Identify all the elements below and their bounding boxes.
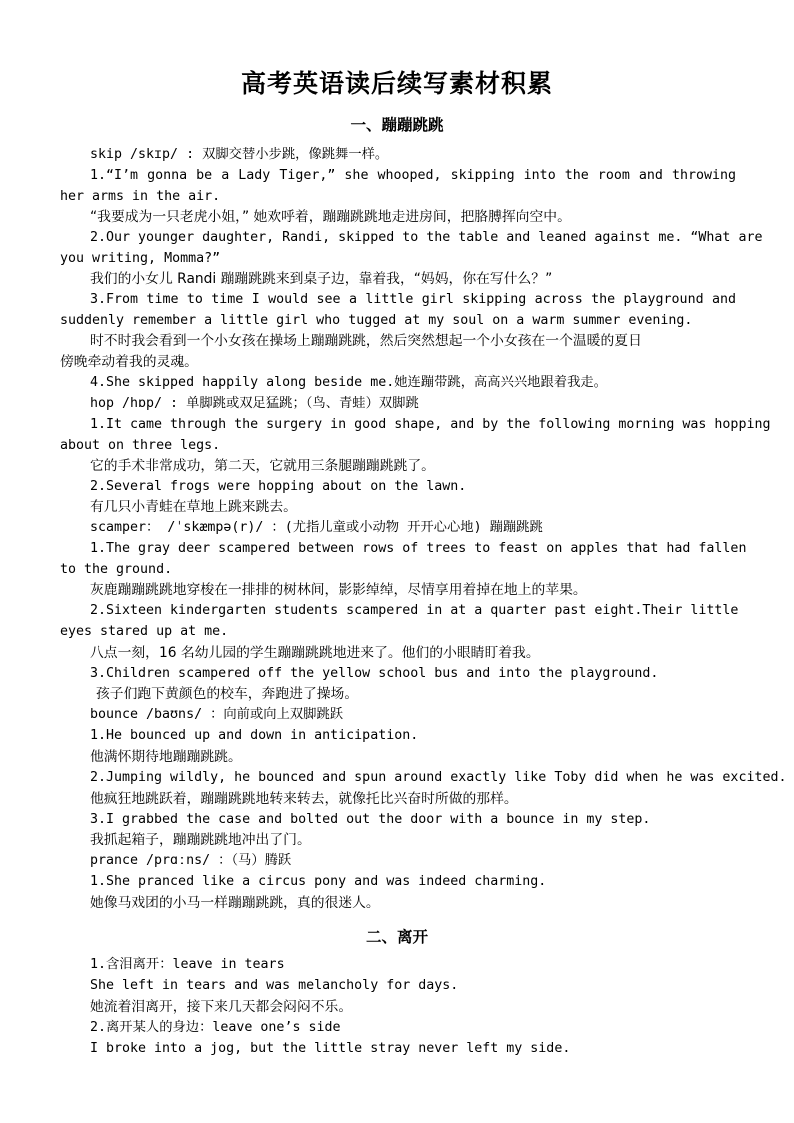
text-line: 3.Children scampered off the yellow school bus and into the playground. <box>90 666 659 681</box>
text-line: scamper： /ˈskæmpə(r)/ ：(尤指儿童或小动物 开开心心地) 蹦蹦跳跳 <box>90 520 543 535</box>
text-line: eyes stared up at me. <box>60 624 229 639</box>
text-line: 我们的小女儿 Randi 蹦蹦跳跳来到桌子边，靠着我，“妈妈，你在写什么？” <box>90 271 553 287</box>
section-heading-1: 一、蹦蹦跳跳 <box>350 116 444 134</box>
text-line: 他满怀期待地蹦蹦跳跳。 <box>90 749 242 765</box>
text-line: 1.He bounced up and down in anticipation. <box>90 728 419 743</box>
text-line: 她像马戏团的小马一样蹦蹦跳跳，真的很迷人。 <box>90 895 380 911</box>
text-line: 2.Several frogs were hopping about on the lawn. <box>90 479 467 494</box>
text-line: 2.Sixteen kindergarten students scampered in at a quarter past eight.Their little <box>90 603 739 618</box>
text-line: 他疯狂地跳跃着，蹦蹦跳跳地转来转去，就像托比兴奋时所做的那样。 <box>90 791 518 807</box>
text-line: to the ground. <box>60 562 173 577</box>
text-line: 1.“I’m gonna be a Lady Tiger,” she whooped, skipping into the room and throwing <box>90 168 736 183</box>
text-line: 它的手术非常成功，第二天，它就用三条腿蹦蹦跳跳了。 <box>90 458 435 474</box>
text-line: hop /hɒp/ : 单脚跳或双足猛跳；（鸟、青蛙）双脚跳 <box>90 396 419 411</box>
text-line: 时不时我会看到一个小女孩在操场上蹦蹦跳跳，然后突然想起一个小女孩在一个温暖的夏日 <box>90 333 642 349</box>
text-line: suddenly remember a little girl who tugged at my soul on a warm summer evening. <box>60 313 693 328</box>
text-line: 4.She skipped happily along beside me.她连蹦带跳，高高兴兴地跟着我走。 <box>90 375 607 390</box>
text-line: 3.From time to time I would see a little girl skipping across the playground and <box>90 292 736 307</box>
text-line: 2.Our younger daughter, Randi, skipped to the table and leaned against me. “What are <box>90 230 763 245</box>
text-line: you writing, Momma?” <box>60 251 221 266</box>
document-title: 高考英语读后续写素材积累 <box>240 69 553 98</box>
section-heading-2: 二、离开 <box>365 928 428 946</box>
text-line: her arms in the air. <box>60 189 221 204</box>
text-line: 1.含泪离开：leave in tears <box>90 957 285 972</box>
text-line: 八点一刻，16 名幼儿园的学生蹦蹦跳跳地进来了。他们的小眼睛盯着我。 <box>90 645 540 661</box>
text-line: 1.She pranced like a circus pony and was indeed charming. <box>90 874 547 889</box>
text-line: about on three legs. <box>60 438 221 453</box>
text-line: 1.It came through the surgery in good shape, and by the following morning was hopping <box>90 417 771 432</box>
text-line: 有几只小青蛙在草地上跳来跳去。 <box>90 499 297 515</box>
text-line: prance /prɑːns/ ：（马）腾跃 <box>90 853 292 868</box>
text-line: 我抓起箱子，蹦蹦跳跳地冲出了门。 <box>90 832 311 848</box>
text-line: bounce /baʊns/ ：向前或向上双脚跳跃 <box>90 707 344 722</box>
text-line: 她流着泪离开，接下来几天都会闷闷不乐。 <box>90 999 353 1015</box>
text-line: skip /skɪp/ : 双脚交替小步跳，像跳舞一样。 <box>90 147 389 162</box>
text-line: I broke into a jog, but the little stray never left my side. <box>90 1041 571 1056</box>
text-line: 傍晚牵动着我的灵魂。 <box>60 354 198 370</box>
text-line: She left in tears and was melancholy for days. <box>90 978 459 993</box>
text-line: 灰鹿蹦蹦跳跳地穿梭在一排排的树林间，影影绰绰，尽情享用着掉在地上的苹果。 <box>90 582 587 598</box>
text-line: 2.Jumping wildly, he bounced and spun around exactly like Toby did when he was excited. <box>90 770 787 785</box>
text-line: “我要成为一只老虎小姐，” 她欢呼着，蹦蹦跳跳地走进房间，把胳膊挥向空中。 <box>90 209 571 225</box>
text-line: 3.I grabbed the case and bolted out the door with a bounce in my step. <box>90 812 651 827</box>
text-line: 1.The gray deer scampered between rows of trees to feast on apples that had fallen <box>90 541 747 556</box>
text-line: 2.离开某人的身边：leave one’s side <box>90 1020 341 1035</box>
text-line: 孩子们跑下黄颜色的校车，奔跑进了操场。 <box>96 686 359 702</box>
